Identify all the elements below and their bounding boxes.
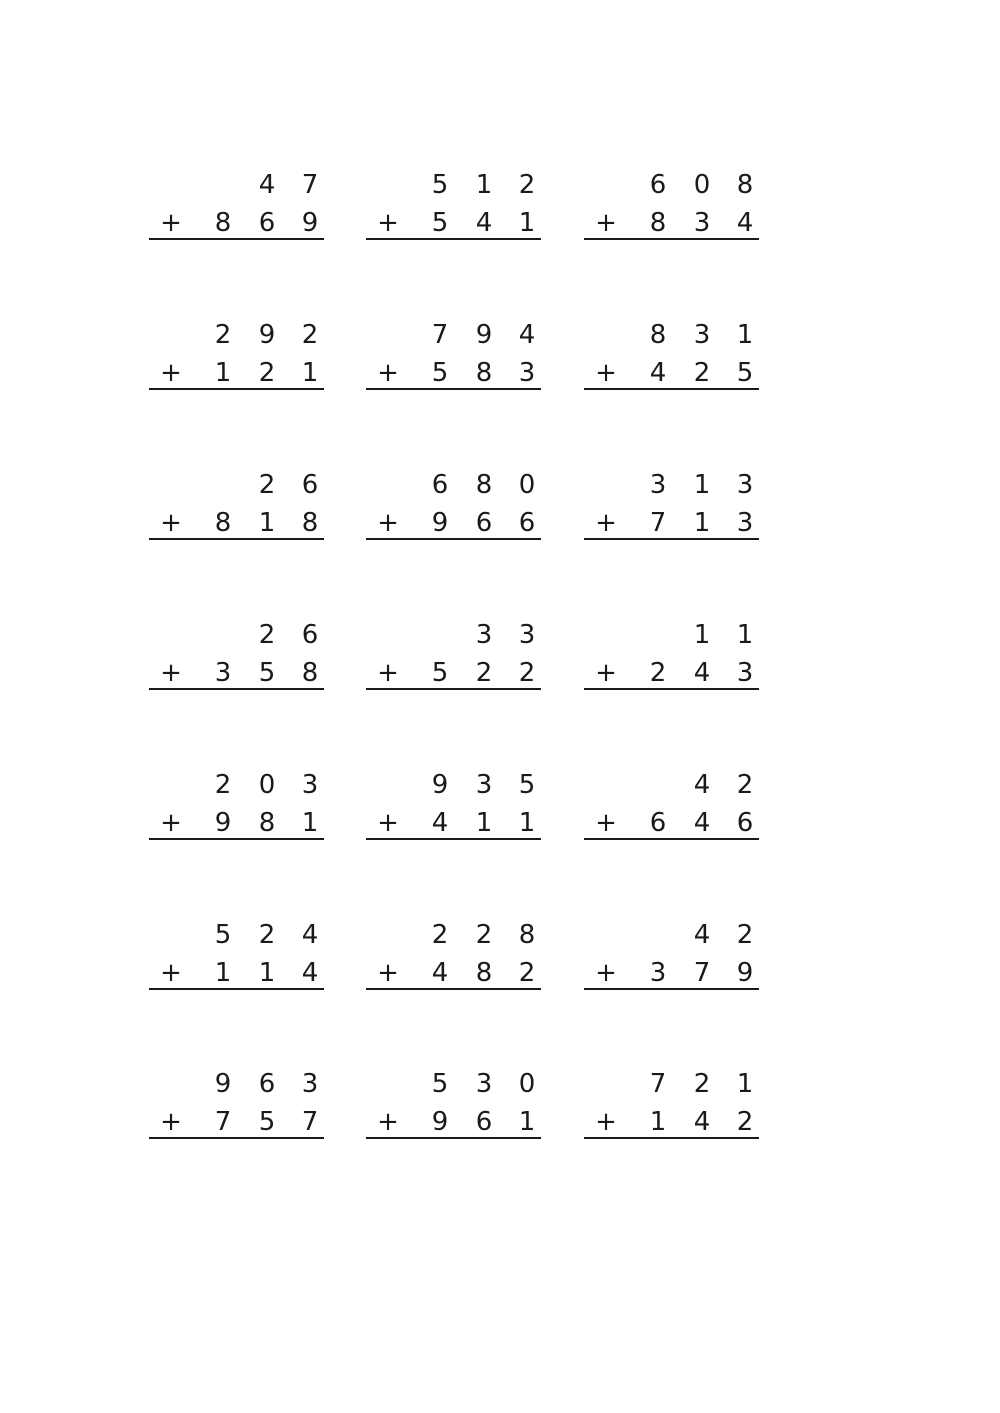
answer-line [584, 838, 759, 840]
top-addend-digit [591, 1069, 621, 1099]
top-addend-digit: 3 [693, 320, 711, 350]
top-addend-digit: 2 [475, 920, 493, 950]
bottom-addend-digit: 6 [475, 1107, 493, 1137]
answer-line [584, 988, 759, 990]
top-addend-digit: 4 [693, 920, 711, 950]
top-addend-digit: 1 [736, 620, 754, 650]
top-addend-digit [156, 320, 186, 350]
answer-line [584, 538, 759, 540]
plus-operator: + [377, 658, 399, 688]
top-addend-digit: 2 [258, 620, 276, 650]
top-addend-digit [643, 770, 673, 800]
plus-operator: + [160, 1107, 182, 1137]
top-addend-digit: 3 [475, 1069, 493, 1099]
plus-operator: + [377, 508, 399, 538]
plus-operator: + [377, 808, 399, 838]
top-addend-digit [208, 170, 238, 200]
addition-problem [366, 620, 541, 700]
top-addend-digit: 3 [475, 770, 493, 800]
addition-problem [584, 1069, 759, 1149]
top-addend-digit: 2 [518, 170, 536, 200]
bottom-addend-digit: 7 [214, 1107, 232, 1137]
top-addend-digit [373, 770, 403, 800]
bottom-addend-digit: 5 [258, 1107, 276, 1137]
bottom-addend-digit: 4 [431, 808, 449, 838]
bottom-addend-digit: 4 [475, 208, 493, 238]
answer-line [366, 838, 541, 840]
bottom-addend-digit: 6 [258, 208, 276, 238]
answer-line [584, 1137, 759, 1139]
bottom-addend-digit: 4 [693, 808, 711, 838]
plus-operator: + [160, 808, 182, 838]
bottom-addend-digit: 5 [431, 658, 449, 688]
top-addend-digit: 3 [301, 770, 319, 800]
top-addend-digit [156, 470, 186, 500]
answer-line [149, 538, 324, 540]
top-addend-digit: 3 [736, 470, 754, 500]
top-addend-digit: 2 [431, 920, 449, 950]
plus-operator: + [595, 508, 617, 538]
bottom-addend-digit: 8 [475, 358, 493, 388]
top-addend-digit [373, 620, 403, 650]
top-addend-digit: 5 [431, 170, 449, 200]
answer-line [366, 238, 541, 240]
plus-operator: + [160, 208, 182, 238]
bottom-addend-digit: 1 [258, 508, 276, 538]
top-addend-digit: 3 [649, 470, 667, 500]
plus-operator: + [595, 208, 617, 238]
addition-problem [584, 470, 759, 550]
addition-problem [149, 770, 324, 850]
top-addend-digit: 2 [214, 770, 232, 800]
top-addend-digit: 4 [301, 920, 319, 950]
top-addend-digit: 1 [475, 170, 493, 200]
top-addend-digit: 6 [649, 170, 667, 200]
top-addend-digit: 1 [693, 470, 711, 500]
addition-problem [366, 770, 541, 850]
addition-problem [584, 920, 759, 1000]
top-addend-digit: 6 [301, 620, 319, 650]
bottom-addend-digit: 6 [518, 508, 536, 538]
bottom-addend-digit: 8 [214, 508, 232, 538]
bottom-addend-digit: 9 [431, 1107, 449, 1137]
top-addend-digit [373, 920, 403, 950]
bottom-addend-digit: 3 [693, 208, 711, 238]
bottom-addend-digit: 2 [736, 1107, 754, 1137]
addition-problem [366, 1069, 541, 1149]
addition-problem [149, 170, 324, 250]
addition-problem [149, 470, 324, 550]
answer-line [366, 1137, 541, 1139]
plus-operator: + [160, 358, 182, 388]
top-addend-digit: 5 [214, 920, 232, 950]
bottom-addend-digit: 5 [258, 658, 276, 688]
bottom-addend-digit: 1 [214, 958, 232, 988]
top-addend-digit: 9 [475, 320, 493, 350]
top-addend-digit: 8 [736, 170, 754, 200]
plus-operator: + [595, 958, 617, 988]
bottom-addend-digit: 9 [431, 508, 449, 538]
bottom-addend-digit: 1 [475, 808, 493, 838]
bottom-addend-digit: 8 [649, 208, 667, 238]
top-addend-digit: 2 [214, 320, 232, 350]
top-addend-digit: 1 [736, 320, 754, 350]
plus-operator: + [595, 1107, 617, 1137]
top-addend-digit: 8 [475, 470, 493, 500]
bottom-addend-digit: 5 [736, 358, 754, 388]
addition-problem [584, 320, 759, 400]
bottom-addend-digit: 1 [258, 958, 276, 988]
answer-line [149, 988, 324, 990]
bottom-addend-digit: 4 [649, 358, 667, 388]
bottom-addend-digit: 6 [736, 808, 754, 838]
addition-problem [149, 920, 324, 1000]
top-addend-digit: 4 [518, 320, 536, 350]
bottom-addend-digit: 2 [518, 658, 536, 688]
top-addend-digit: 3 [475, 620, 493, 650]
addition-problem [584, 770, 759, 850]
top-addend-digit: 6 [431, 470, 449, 500]
top-addend-digit: 6 [301, 470, 319, 500]
top-addend-digit: 5 [431, 1069, 449, 1099]
top-addend-digit: 9 [258, 320, 276, 350]
bottom-addend-digit: 7 [301, 1107, 319, 1137]
bottom-addend-digit: 3 [518, 358, 536, 388]
answer-line [584, 688, 759, 690]
top-addend-digit: 0 [518, 470, 536, 500]
top-addend-digit: 8 [518, 920, 536, 950]
answer-line [584, 238, 759, 240]
bottom-addend-digit: 1 [518, 208, 536, 238]
top-addend-digit [591, 320, 621, 350]
plus-operator: + [160, 658, 182, 688]
bottom-addend-digit: 1 [301, 808, 319, 838]
top-addend-digit [591, 920, 621, 950]
bottom-addend-digit: 9 [214, 808, 232, 838]
top-addend-digit: 2 [301, 320, 319, 350]
bottom-addend-digit: 1 [301, 358, 319, 388]
top-addend-digit [208, 470, 238, 500]
top-addend-digit: 8 [649, 320, 667, 350]
bottom-addend-digit: 3 [736, 508, 754, 538]
addition-problem [366, 320, 541, 400]
addition-problem [366, 170, 541, 250]
addition-problem [366, 920, 541, 1000]
addition-problem [149, 320, 324, 400]
addition-problem [584, 170, 759, 250]
top-addend-digit [591, 620, 621, 650]
top-addend-digit [591, 170, 621, 200]
bottom-addend-digit: 7 [649, 508, 667, 538]
top-addend-digit: 1 [736, 1069, 754, 1099]
bottom-addend-digit: 3 [214, 658, 232, 688]
bottom-addend-digit: 3 [649, 958, 667, 988]
top-addend-digit: 9 [431, 770, 449, 800]
top-addend-digit [373, 170, 403, 200]
bottom-addend-digit: 2 [475, 658, 493, 688]
bottom-addend-digit: 8 [301, 508, 319, 538]
answer-line [366, 538, 541, 540]
bottom-addend-digit: 1 [518, 1107, 536, 1137]
answer-line [584, 388, 759, 390]
top-addend-digit: 7 [431, 320, 449, 350]
bottom-addend-digit: 4 [736, 208, 754, 238]
bottom-addend-digit: 8 [475, 958, 493, 988]
top-addend-digit: 2 [693, 1069, 711, 1099]
answer-line [366, 388, 541, 390]
top-addend-digit [373, 320, 403, 350]
plus-operator: + [377, 958, 399, 988]
top-addend-digit [156, 770, 186, 800]
addition-problem [149, 620, 324, 700]
addition-problem [149, 1069, 324, 1149]
bottom-addend-digit: 8 [258, 808, 276, 838]
bottom-addend-digit: 9 [736, 958, 754, 988]
answer-line [366, 988, 541, 990]
top-addend-digit: 0 [693, 170, 711, 200]
top-addend-digit [643, 920, 673, 950]
answer-line [149, 838, 324, 840]
bottom-addend-digit: 2 [649, 658, 667, 688]
bottom-addend-digit: 9 [301, 208, 319, 238]
bottom-addend-digit: 5 [431, 358, 449, 388]
addition-problem [584, 620, 759, 700]
answer-line [149, 238, 324, 240]
plus-operator: + [160, 508, 182, 538]
bottom-addend-digit: 1 [214, 358, 232, 388]
plus-operator: + [377, 358, 399, 388]
bottom-addend-digit: 5 [431, 208, 449, 238]
top-addend-digit [156, 1069, 186, 1099]
bottom-addend-digit: 1 [649, 1107, 667, 1137]
answer-line [149, 688, 324, 690]
top-addend-digit: 5 [518, 770, 536, 800]
bottom-addend-digit: 2 [693, 358, 711, 388]
plus-operator: + [595, 808, 617, 838]
top-addend-digit: 6 [258, 1069, 276, 1099]
top-addend-digit: 4 [693, 770, 711, 800]
top-addend-digit [591, 470, 621, 500]
bottom-addend-digit: 4 [693, 658, 711, 688]
top-addend-digit: 2 [258, 470, 276, 500]
bottom-addend-digit: 4 [431, 958, 449, 988]
top-addend-digit [156, 920, 186, 950]
plus-operator: + [595, 658, 617, 688]
top-addend-digit: 4 [258, 170, 276, 200]
bottom-addend-digit: 6 [649, 808, 667, 838]
answer-line [149, 1137, 324, 1139]
bottom-addend-digit: 2 [518, 958, 536, 988]
answer-line [149, 388, 324, 390]
bottom-addend-digit: 4 [693, 1107, 711, 1137]
plus-operator: + [377, 1107, 399, 1137]
top-addend-digit [643, 620, 673, 650]
top-addend-digit: 9 [214, 1069, 232, 1099]
top-addend-digit: 7 [649, 1069, 667, 1099]
top-addend-digit: 0 [518, 1069, 536, 1099]
top-addend-digit: 0 [258, 770, 276, 800]
bottom-addend-digit: 8 [301, 658, 319, 688]
bottom-addend-digit: 1 [518, 808, 536, 838]
top-addend-digit [156, 170, 186, 200]
top-addend-digit [156, 620, 186, 650]
plus-operator: + [377, 208, 399, 238]
top-addend-digit [208, 620, 238, 650]
bottom-addend-digit: 8 [214, 208, 232, 238]
addition-problem [366, 470, 541, 550]
top-addend-digit: 2 [258, 920, 276, 950]
plus-operator: + [160, 958, 182, 988]
top-addend-digit: 3 [518, 620, 536, 650]
bottom-addend-digit: 6 [475, 508, 493, 538]
top-addend-digit [591, 770, 621, 800]
bottom-addend-digit: 7 [693, 958, 711, 988]
bottom-addend-digit: 1 [693, 508, 711, 538]
top-addend-digit: 1 [693, 620, 711, 650]
top-addend-digit: 2 [736, 920, 754, 950]
top-addend-digit [425, 620, 455, 650]
bottom-addend-digit: 3 [736, 658, 754, 688]
answer-line [366, 688, 541, 690]
top-addend-digit: 3 [301, 1069, 319, 1099]
top-addend-digit [373, 470, 403, 500]
top-addend-digit: 2 [736, 770, 754, 800]
bottom-addend-digit: 2 [258, 358, 276, 388]
bottom-addend-digit: 4 [301, 958, 319, 988]
top-addend-digit: 7 [301, 170, 319, 200]
plus-operator: + [595, 358, 617, 388]
top-addend-digit [373, 1069, 403, 1099]
